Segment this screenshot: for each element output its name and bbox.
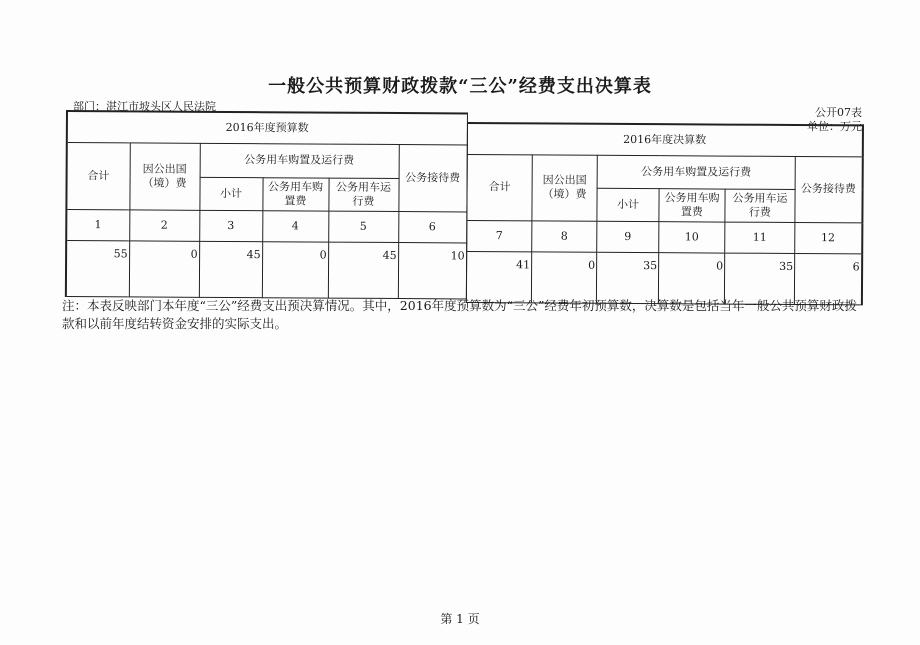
final-header-vehicle-group: 公务用车购置及运行费 — [597, 155, 795, 189]
final-value-total: 41 — [466, 251, 531, 302]
final-header-vehicle-purchase: 公务用车购置费 — [659, 188, 725, 221]
final-value-reception: 6 — [794, 253, 861, 304]
final-value-vehicle-purchase: 0 — [658, 252, 724, 303]
final-header-total: 合计 — [467, 154, 532, 220]
final-index-cell: 12 — [795, 222, 862, 253]
final-header-reception: 公务接待费 — [795, 156, 862, 222]
budget-header-subtotal: 小计 — [199, 177, 262, 210]
final-index-cell: 10 — [659, 221, 725, 252]
budget-header-total: 合计 — [66, 142, 129, 209]
final-value-subtotal: 35 — [596, 252, 658, 303]
page-number: 第 1 页 — [440, 612, 480, 626]
final-header-vehicle-operation: 公务用车运行费 — [725, 189, 795, 222]
budget-index-cell: 2 — [129, 209, 199, 240]
budget-header-vehicle-operation: 公务用车运行费 — [328, 178, 398, 211]
final-value-overseas: 0 — [531, 251, 596, 302]
budget-value-total: 55 — [66, 240, 129, 296]
budget-value-vehicle-purchase: 0 — [262, 241, 328, 297]
budget-value-overseas: 0 — [129, 240, 199, 296]
budget-value-vehicle-operation: 45 — [328, 242, 398, 298]
budget-value-reception: 10 — [398, 242, 466, 298]
final-index-row — [467, 220, 862, 253]
budget-header-reception: 公务接待费 — [398, 144, 466, 211]
budget-index-cell: 6 — [398, 211, 466, 242]
budget-index-cell: 3 — [199, 210, 262, 241]
budget-value-row — [66, 240, 466, 298]
budget-index-cell: 5 — [328, 211, 398, 242]
final-table — [466, 122, 864, 305]
final-index-cell: 11 — [725, 222, 795, 253]
document-title: 一般公共预算财政拨款“三公”经费支出决算表 — [268, 76, 652, 97]
final-index-cell: 7 — [467, 220, 532, 251]
budget-index-cell: 4 — [262, 210, 328, 241]
budget-group-header: 2016年度预算数 — [67, 111, 467, 144]
budget-table — [65, 110, 468, 299]
budget-header-vehicle-group: 公务用车购置及运行费 — [200, 143, 399, 178]
final-value-vehicle-operation: 35 — [724, 253, 794, 304]
budget-header-overseas: 因公出国（境）费 — [129, 142, 199, 209]
final-group-header: 2016年度决算数 — [467, 123, 862, 156]
department-label: 部门：湛江市坡头区人民法院 — [73, 100, 216, 113]
final-index-cell: 9 — [597, 221, 659, 252]
budget-index-row — [66, 209, 466, 242]
unit-label: 单位：万元 — [807, 120, 862, 133]
budget-index-cell: 1 — [66, 209, 129, 240]
budget-header-vehicle-purchase: 公务用车购置费 — [262, 177, 328, 210]
form-code: 公开07表 — [815, 106, 862, 119]
footnote: 注：本表反映部门本年度“三公”经费支出预决算情况。其中，2016年度预算数为“三公”经费年初预算数，决算数是包括当年一般公共预算财政拨款和以前年度结转资金安排的实际支出。 — [62, 298, 857, 331]
final-header-overseas: 因公出国（境）费 — [532, 154, 597, 220]
final-header-subtotal: 小计 — [597, 188, 659, 221]
final-index-cell: 8 — [532, 220, 597, 251]
budget-value-subtotal: 45 — [199, 241, 262, 297]
